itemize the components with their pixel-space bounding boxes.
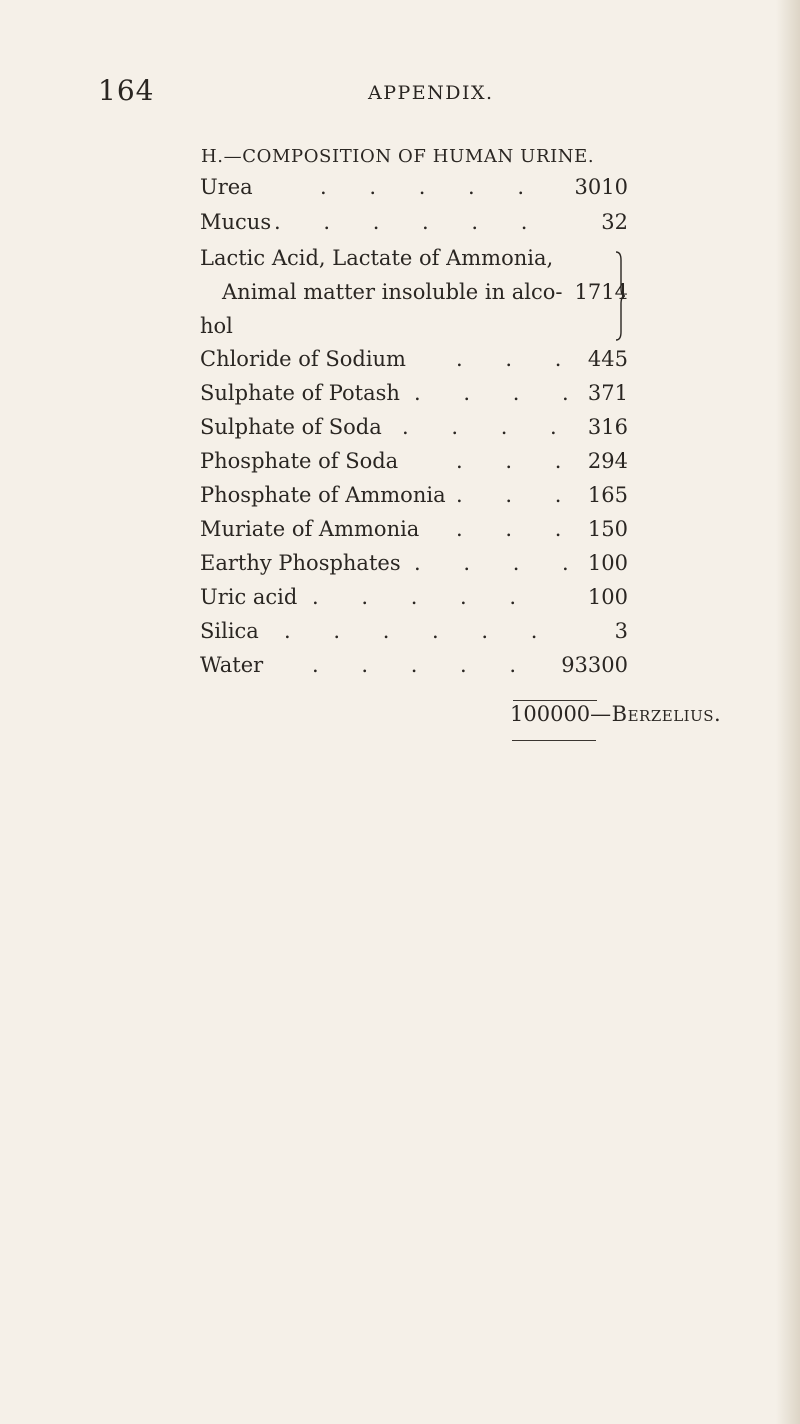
row-value: 165	[587, 483, 628, 507]
row-label: Phosphate of Ammonia	[200, 483, 446, 507]
table-row-mucus	[200, 210, 628, 244]
group-line-1: Lactic Acid, Lactate of Ammonia,	[200, 246, 554, 270]
row-label: Uric acid	[200, 585, 298, 609]
group-line-2: Animal matter insoluble in alco-	[222, 280, 563, 304]
table-row-lactic-acid-group	[200, 246, 628, 346]
leader-dots: . . . . .	[320, 175, 543, 199]
table-row-urea	[200, 175, 628, 209]
table-row-silica	[200, 619, 628, 653]
group-line-3: hol	[200, 314, 233, 338]
row-label: Phosphate of Soda	[200, 449, 399, 473]
table-row-chloride-of-sodium	[200, 347, 628, 381]
leader-dots: . . .	[456, 517, 580, 541]
group-value: 1714	[574, 280, 628, 304]
row-value: 3010	[574, 175, 628, 199]
table-row-uric-acid	[200, 585, 628, 619]
row-label: Earthy Phosphates	[200, 551, 401, 575]
row-value: 32	[601, 210, 628, 234]
row-value: 150	[587, 517, 628, 541]
leader-dots: . . . .	[414, 551, 587, 575]
leader-dots: . . .	[456, 483, 580, 507]
table-row-earthy-phosphates	[200, 551, 628, 585]
attribution: —Berzelius.	[590, 702, 722, 726]
row-value: 371	[587, 381, 628, 405]
table-row-phosphate-of-ammonia	[200, 483, 628, 517]
row-value: 100	[587, 585, 628, 609]
table-row-sulphate-of-potash	[200, 381, 628, 415]
total-value: 100000	[510, 702, 591, 726]
total-rule-top	[513, 700, 597, 701]
row-label: Mucus	[200, 210, 272, 234]
row-label: Urea	[200, 175, 253, 199]
leader-dots: . . . . .	[312, 585, 535, 609]
page-number: 164	[98, 74, 155, 107]
total-rule-bottom	[512, 740, 596, 741]
row-value: 3	[614, 619, 628, 643]
row-label: Muriate of Ammonia	[200, 517, 420, 541]
leader-dots: . . .	[456, 347, 580, 371]
row-value: 445	[587, 347, 628, 371]
table-row-muriate-of-ammonia	[200, 517, 628, 551]
table-title: H.—COMPOSITION OF HUMAN URINE.	[201, 146, 595, 167]
running-head: APPENDIX.	[368, 82, 494, 104]
row-label: Silica	[200, 619, 259, 643]
table-row-phosphate-of-soda	[200, 449, 628, 483]
table-row-sulphate-of-soda	[200, 415, 628, 449]
row-label: Chloride of Sodium	[200, 347, 406, 371]
leader-dots: . . . .	[402, 415, 575, 439]
row-label: Sulphate of Potash	[200, 381, 400, 405]
leader-dots: . . .	[456, 449, 580, 473]
row-value: 100	[587, 551, 628, 575]
row-label: Water	[200, 653, 264, 677]
table-row-water	[200, 653, 628, 687]
leader-dots: . . . . . .	[274, 210, 546, 234]
row-label: Sulphate of Soda	[200, 415, 382, 439]
table-total-line	[510, 702, 721, 726]
row-value: 93300	[561, 653, 628, 677]
row-value: 316	[587, 415, 628, 439]
leader-dots: . . . . .	[312, 653, 535, 677]
page-edge-shadow	[776, 0, 800, 1424]
row-value: 294	[587, 449, 628, 473]
leader-dots: . . . .	[414, 381, 587, 405]
leader-dots: . . . . . .	[284, 619, 556, 643]
